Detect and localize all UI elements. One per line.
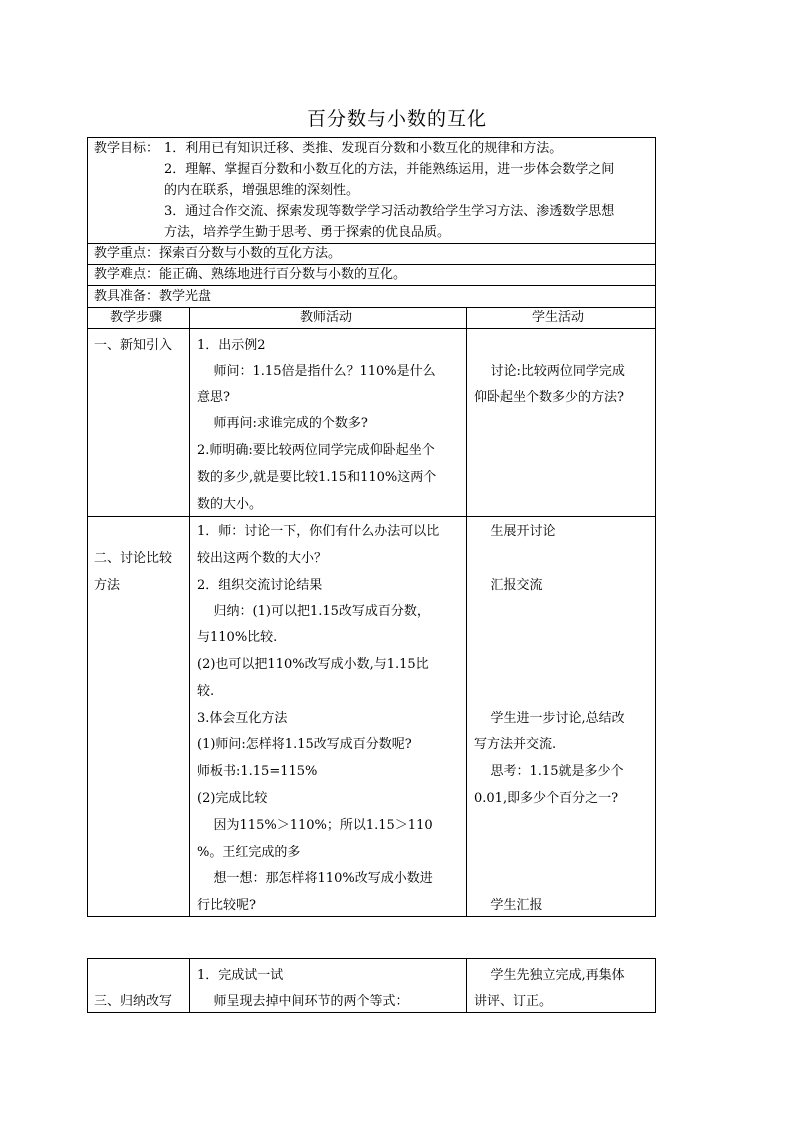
- teacher-activity-line: (2)完成比较: [197, 791, 268, 806]
- difficulty: 教学难点：能正确、熟练地进行百分数与小数的互化。: [94, 267, 407, 282]
- teacher-activity-line: 意思?: [197, 390, 230, 405]
- column-divider: [466, 307, 467, 917]
- materials: 教具准备：教学光盘: [94, 289, 212, 304]
- row-divider: [87, 516, 656, 517]
- column-header-steps: 教学步骤: [110, 310, 163, 325]
- teacher-activity-line: 与110%比较.: [197, 630, 278, 645]
- row-divider: [87, 243, 656, 244]
- column-header-teacher: 教师活动: [300, 310, 353, 325]
- teacher-activity-line: 因为115%＞110%；所以1.15＞110: [197, 818, 433, 833]
- student-activity-line: 写方法并交流.: [474, 737, 557, 752]
- teacher-activity-line: 数的大小。: [197, 497, 263, 512]
- student-activity-line: 仰卧起坐个数多少的方法?: [474, 390, 624, 405]
- teacher-activity-line: 行比较呢?: [197, 898, 256, 913]
- objective-line: 的内在联系，增强思维的深刻性。: [164, 183, 360, 198]
- student-activity-line: 学生先独立完成,再集体: [474, 968, 625, 983]
- student-activity-line: 学生汇报: [474, 898, 543, 913]
- teacher-activity-line: 师板书:1.15=115%: [197, 764, 318, 779]
- objective-line: 3．通过合作交流、探索发现等数学学习活动教给学生学习方法、渗透数学思想: [164, 204, 615, 219]
- teacher-activity-line: %。王红完成的多: [197, 845, 301, 860]
- student-activity-line: 学生进一步讨论,总结改: [474, 711, 625, 726]
- row-divider: [87, 307, 656, 308]
- teacher-activity-line: 较出这两个数的大小？: [197, 551, 328, 566]
- teacher-activity-line: 较.: [197, 684, 215, 699]
- teacher-activity-line: 师呈现去掉中间环节的两个等式：: [197, 994, 409, 1009]
- teacher-activity-line: 1．出示例2: [197, 338, 266, 353]
- student-activity-line: 讨论:比较两位同学完成: [474, 364, 625, 379]
- objective-line: 1．利用已有知识迁移、类推、发现百分数和小数互化的规律和方法。: [164, 141, 563, 156]
- teacher-activity-line: 3.体会互化方法: [197, 711, 288, 726]
- teacher-activity-line: 师再问:求谁完成的个数多?: [197, 416, 368, 431]
- teacher-activity-line: 1．师：讨论一下，你们有什么办法可以比: [197, 524, 440, 539]
- teacher-activity-line: 师问：1.15倍是指什么？110%是什么: [197, 364, 436, 379]
- row-divider: [87, 264, 656, 265]
- teacher-activity-line: 归纳：(1)可以把1.15改写成百分数，: [197, 604, 430, 619]
- step-label: 方法: [94, 578, 121, 593]
- row-divider: [87, 328, 656, 329]
- student-activity-line: 0.01,即多少个百分之一?: [474, 791, 619, 806]
- teacher-activity-line: 2.师明确:要比较两位同学完成仰卧起坐个: [197, 443, 435, 458]
- objective-line: 2．理解、掌握百分数和小数互化的方法，并能熟练运用，进一步体会数学之间: [164, 162, 615, 177]
- teacher-activity-line: 2．组织交流讨论结果: [197, 578, 323, 593]
- objective-line: 方法，培养学生勤于思考、勇于探索的优良品质。: [164, 225, 451, 240]
- column-divider: [189, 958, 190, 1013]
- column-divider: [466, 958, 467, 1013]
- column-header-student: 学生活动: [532, 310, 585, 325]
- teacher-activity-line: 数的多少,就是要比较1.15和110%这两个: [197, 470, 437, 485]
- step-label: 三、归纳改写: [94, 994, 173, 1009]
- row-divider: [87, 285, 656, 286]
- teacher-activity-line: 1．完成试一试: [197, 968, 284, 983]
- student-activity-line: 生展开讨论: [474, 524, 556, 539]
- step-label: 一、新知引入: [94, 338, 173, 353]
- step-label: 二、讨论比较: [94, 551, 173, 566]
- page-title: 百分数与小数的互化: [306, 108, 487, 130]
- student-activity-line: 思考：1.15就是多少个: [474, 764, 624, 779]
- student-activity-line: 讲评、订正。: [474, 994, 553, 1009]
- teacher-activity-line: 想一想：那怎样将110%改写成小数进: [197, 871, 433, 886]
- objectives-label: 教学目标：: [94, 141, 160, 156]
- teacher-activity-line: (2)也可以把110%改写成小数,与1.15比: [197, 657, 429, 672]
- teacher-activity-line: (1)师问:怎样将1.15改写成百分数呢?: [197, 737, 412, 752]
- student-activity-line: 汇报交流: [474, 578, 543, 593]
- column-divider: [189, 307, 190, 917]
- key-point: 教学重点：探索百分数与小数的互化方法。: [94, 246, 342, 261]
